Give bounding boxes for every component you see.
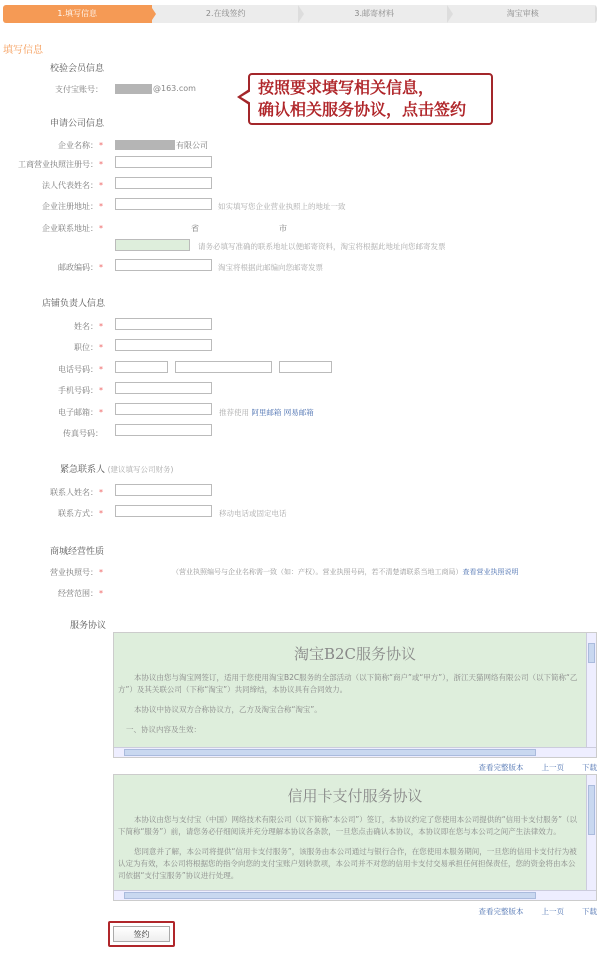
netease-mail-link[interactable]: 网易邮箱 — [283, 408, 314, 417]
legal-rep-label: 法人代表姓名：* — [42, 181, 103, 190]
agreement-heading: 信用卡支付服务协议 — [287, 787, 423, 805]
progress-steps — [3, 5, 597, 23]
agreement-paragraph: 您同意并了解，本公司将提供“信用卡支付服务”，该服务由本公司通过与银行合作，在您使用本服务期间，一旦您的信用卡支付行为被认定为有效，本公司将根据您的指令向您的支付宝账户划转款项，本公司并不对您的信用卡支付交易承担任何担保责任，您的资金将由本公司依据“支付宝服务”协议进行处理。 — [118, 847, 577, 880]
mobile-input[interactable] — [115, 382, 212, 394]
zip-hint: 淘宝将根据此邮编向您邮寄发票 — [218, 263, 323, 272]
business-license-label: 营业执照号：* — [50, 568, 103, 577]
vertical-scrollbar[interactable] — [586, 775, 596, 890]
legal-rep-input[interactable] — [115, 177, 212, 189]
download-link[interactable]: 下载 — [582, 907, 597, 916]
step-mail-materials: 3.邮寄材料 — [300, 5, 449, 23]
license-explain-link[interactable]: 查看营业执照说明 — [462, 568, 519, 576]
prev-page-link[interactable]: 上一页 — [541, 907, 564, 916]
callout-line-2: 确认相关服务协议，点击签约 — [258, 100, 467, 119]
contact-address-label: 企业联系地址：* — [42, 224, 103, 233]
mobile-label: 手机号码：* — [58, 386, 103, 395]
emergency-name-input[interactable] — [115, 484, 212, 496]
position-input[interactable] — [115, 339, 212, 351]
owner-name-label: 姓名：* — [74, 322, 103, 331]
emergency-contact-input[interactable] — [115, 505, 212, 517]
alipay-suffix: @163.com — [153, 84, 196, 93]
position-label: 职位：* — [74, 343, 103, 352]
city-select[interactable]: 市 — [279, 224, 287, 233]
vertical-scrollbar[interactable] — [586, 633, 596, 747]
contact-address-input[interactable] — [115, 239, 190, 251]
agreements-section-title: 服务协议 — [70, 621, 107, 631]
company-name-masked — [115, 140, 175, 150]
step-fill-info: 1.填写信息 — [3, 5, 152, 23]
agreement-links — [479, 762, 598, 773]
page-title: 填写信息 — [3, 45, 43, 56]
owner-name-input[interactable] — [115, 318, 212, 330]
email-hint: 推荐使用 阿里邮箱 网易邮箱 — [219, 408, 314, 417]
business-license-text: （营业执照编号与企业名称需一致（如：产权）。营业执照号码，若不清楚请联系当地工商局）查看营业执照说明 — [172, 568, 519, 576]
step-taobao-review: 淘宝审核 — [449, 5, 598, 23]
member-section-title: 校验会员信息 — [50, 64, 105, 74]
license-no-label: 工商营业执照注册号：* — [18, 160, 103, 169]
emergency-contact-label: 联系方式：* — [58, 509, 103, 518]
agreement-heading: 淘宝B2C服务协议 — [293, 645, 417, 663]
reg-address-hint: 如实填写您企业营业执照上的地址一致 — [218, 202, 346, 211]
sign-button-highlight — [108, 921, 175, 947]
phone-label: 电话号码：* — [58, 365, 103, 374]
step-online-sign: 2.在线签约 — [152, 5, 301, 23]
horizontal-scrollbar[interactable] — [114, 890, 596, 900]
business-scope-label: 经营范围：* — [58, 589, 103, 598]
phone-number-input[interactable] — [175, 361, 272, 373]
company-name-suffix: 有限公司 — [176, 141, 208, 150]
emergency-contact-hint: 移动电话或固定电话 — [219, 509, 287, 518]
view-full-link[interactable]: 查看完整版本 — [478, 763, 524, 772]
ali-mail-link[interactable]: 阿里邮箱 — [251, 408, 282, 417]
alipay-masked — [115, 84, 152, 94]
company-section-title: 申请公司信息 — [50, 119, 105, 129]
zip-label: 邮政编码：* — [58, 263, 103, 272]
instruction-callout — [248, 73, 493, 125]
fax-input[interactable] — [115, 424, 212, 436]
taobao-b2c-agreement-box[interactable] — [113, 632, 597, 758]
agreement-paragraph: 本协议由您与支付宝（中国）网络技术有限公司（以下简称“本公司”）签订，本协议约定了您使用本公司提供的“信用卡支付服务”（以下简称“服务”）前，请您务必仔细阅读并充分理解本协议各条款，一旦您点击确认本协议，本协议即在您与本公司之间产生法律效力。 — [118, 815, 578, 836]
agreement-paragraph: 一、协议内容及生效： — [126, 725, 201, 734]
owner-section-title: 店铺负责人信息 — [42, 299, 106, 309]
emergency-name-label: 联系人姓名：* — [50, 488, 103, 497]
emergency-section-title: 紧急联系人 (建议填写公司财务) — [60, 465, 174, 475]
callout-line-1: 按照要求填写相关信息， — [258, 78, 435, 97]
download-link[interactable]: 下载 — [582, 763, 597, 772]
reg-address-input[interactable] — [115, 198, 212, 210]
agreement-links — [479, 906, 598, 917]
license-no-input[interactable] — [115, 156, 212, 168]
business-section-title: 商城经营性质 — [50, 547, 105, 557]
sign-button[interactable]: 签约 — [113, 926, 170, 942]
zip-input[interactable] — [115, 259, 212, 271]
phone-ext-input[interactable] — [279, 361, 332, 373]
prev-page-link[interactable]: 上一页 — [541, 763, 564, 772]
horizontal-scrollbar[interactable] — [114, 747, 596, 757]
alipay-label: 支付宝账号： — [55, 85, 103, 94]
credit-card-agreement-box[interactable] — [113, 774, 597, 901]
province-select[interactable]: 省 — [191, 224, 199, 233]
view-full-link[interactable]: 查看完整版本 — [478, 907, 524, 916]
email-input[interactable] — [115, 403, 212, 415]
agreement-paragraph: 本协议中协议双方合称协议方，乙方及淘宝合称“淘宝”。 — [134, 705, 322, 714]
company-name-label: 企业名称：* — [58, 141, 103, 150]
email-label: 电子邮箱：* — [58, 408, 103, 417]
phone-area-input[interactable] — [115, 361, 168, 373]
contact-address-hint: 请务必填写准确的联系地址以便邮寄资料，淘宝将根据此地址向您邮寄发票 — [198, 242, 446, 251]
reg-address-label: 企业注册地址：* — [42, 202, 103, 211]
agreement-paragraph: 本协议由您与淘宝网签订，适用于您使用淘宝B2C服务的全部活动（以下简称“商户”或“甲方”），浙江天猫网络有限公司（以下简称“乙方”）及其关联公司（下称“淘宝”）共同缔结，本协议具有合同效力。 — [118, 673, 578, 694]
fax-label: 传真号码： — [63, 429, 103, 438]
